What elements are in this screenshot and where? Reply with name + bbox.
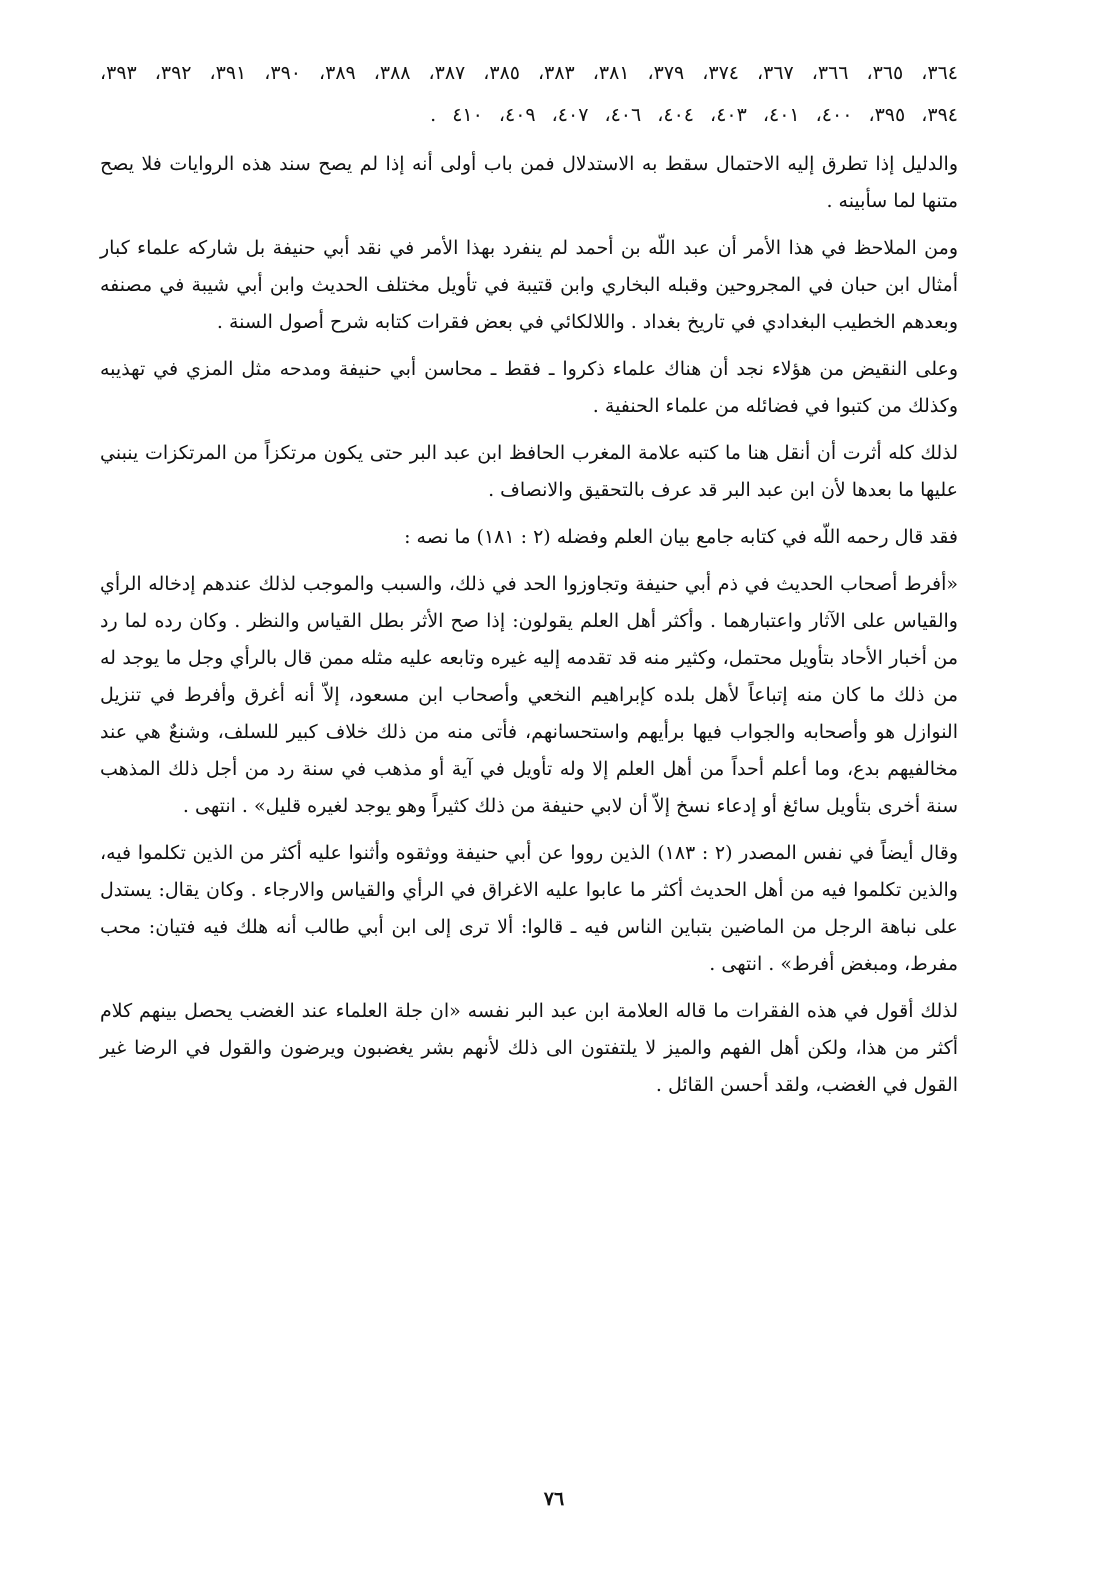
paragraph-quote-1: «أفرط أصحاب الحديث في ذم أبي حنيفة وتجاوزوا الحد في ذلك، والسبب والموجب لذلك عندهم إدخاله الرأي والقياس على الآثار واعتبارهما . وأكثر أهل العلم يقولون: إذا صح الأثر بطل القياس والنظر . وكان رده لما رد من أخبار الأحاد بتأويل محتمل، وكثير منه قد تقدمه إليه غيره وتابعه عليه مثله ممن قال بالرأي وجل ما يوجد له من ذلك ما كان منه إتباعاً لأهل بلده كإبراهيم النخعي وأصحاب ابن مسعود، إلاّ أنه أغرق وأفرط في تنزيل النوازل هو وأصحابه والجواب فيها برأيهم واستحسانهم، فأتى منه من ذلك خلاف كبير للسلف، وشنعٌ هي عند مخالفيهم بدع، وما أعلم أحداً من أهل العلم إلا وله تأويل في آية أو مذهب في سنة رد من أجل ذلك المذهب سنة أخرى بتأويل سائغ أو إدعاء نسخ إلاّ أن لابي حنيفة من ذلك كثيراً وهو يوجد لغيره قليل» . انتهى . xyxy=(100,573,958,817)
reference-numbers-paragraph: ٣٦٤، ٣٦٥، ٣٦٦، ٣٦٧، ٣٧٤، ٣٧٩، ٣٨١، ٣٨٣، ٣٨٥، ٣٨٧، ٣٨٨، ٣٨٩، ٣٩٠، ٣٩١، ٣٩٢، ٣٩٣، ٣٩٤، ٣٩٥، ٤٠٠، ٤٠١، ٤٠٣، ٤٠٤، ٤٠٦، ٤٠٧، ٤٠٩، ٤١٠ . xyxy=(100,62,959,126)
paragraph-evidence: والدليل إذا تطرق إليه الاحتمال سقط به الاستدلال فمن باب أولى أنه إذا لم يصح سند هذه الروايات فلا يصح متنها لما سأبينه . xyxy=(100,153,958,212)
paragraph-praisers: وعلى النقيض من هؤلاء نجد أن هناك علماء ذكروا ـ فقط ـ محاسن أبي حنيفة ومدحه مثل المزي في تهذيبه وكذلك من كتبوا في فضائله من علماء الحنفية . xyxy=(100,358,958,417)
paragraph-quote-2: وقال أيضاً في نفس المصدر (٢ : ١٨٣) الذين رووا عن أبي حنيفة ووثقوه وأثنوا عليه أكثر من الذين تكلموا فيه، والذين تكلموا فيه من أهل الحديث أكثر ما عابوا عليه الاغراق في الرأي والقياس والارجاء . وكان يقال: يستدل على نباهة الرجل من الماضين بتباين الناس فيه ـ قالوا: ألا ترى إلى ابن أبي طالب أنه هلك فيه فتيان: محب مفرط، ومبغض أفرط» . انتهى . xyxy=(100,842,959,975)
page-number: ٧٦ xyxy=(543,1488,565,1510)
paragraph-conclusion: لذلك أقول في هذه الفقرات ما قاله العلامة ابن عبد البر نفسه «ان جلة العلماء عند الغضب يحصل بينهم كلام أكثر من هذا، ولكن أهل الفهم والميز لا يلتفتون الى ذلك لأنهم بشر يغضبون ويرضون والقول في الرضا غير القول في الغضب، ولقد أحسن القائل . xyxy=(100,1000,958,1096)
paragraph-quote-intro: فقد قال رحمه اللّه في كتابه جامع بيان العلم وفضله (٢ : ١٨١) ما نصه : xyxy=(404,526,958,548)
paragraph-critics: ومن الملاحظ في هذا الأمر أن عبد اللّه بن أحمد لم ينفرد بهذا الأمر في نقد أبي حنيفة بل شاركه علماء كبار أمثال ابن حبان في المجروحين وقبله البخاري وابن قتيبة في تأويل مختلف الحديث وابن أبي شيبة في مصنفه وبعدهم الخطيب البغدادي في تاريخ بغداد . واللالكائي في بعض فقرات كتابه شرح أصول السنة . xyxy=(100,237,958,333)
page-body xyxy=(100,52,958,1114)
paragraph-ibn-abd-al-barr-intro: لذلك كله أثرت أن أنقل هنا ما كتبه علامة المغرب الحافظ ابن عبد البر حتى يكون مرتكزاً من المرتكزات ينبني عليها ما بعدها لأن ابن عبد البر قد عرف بالتحقيق والانصاف . xyxy=(100,442,958,501)
